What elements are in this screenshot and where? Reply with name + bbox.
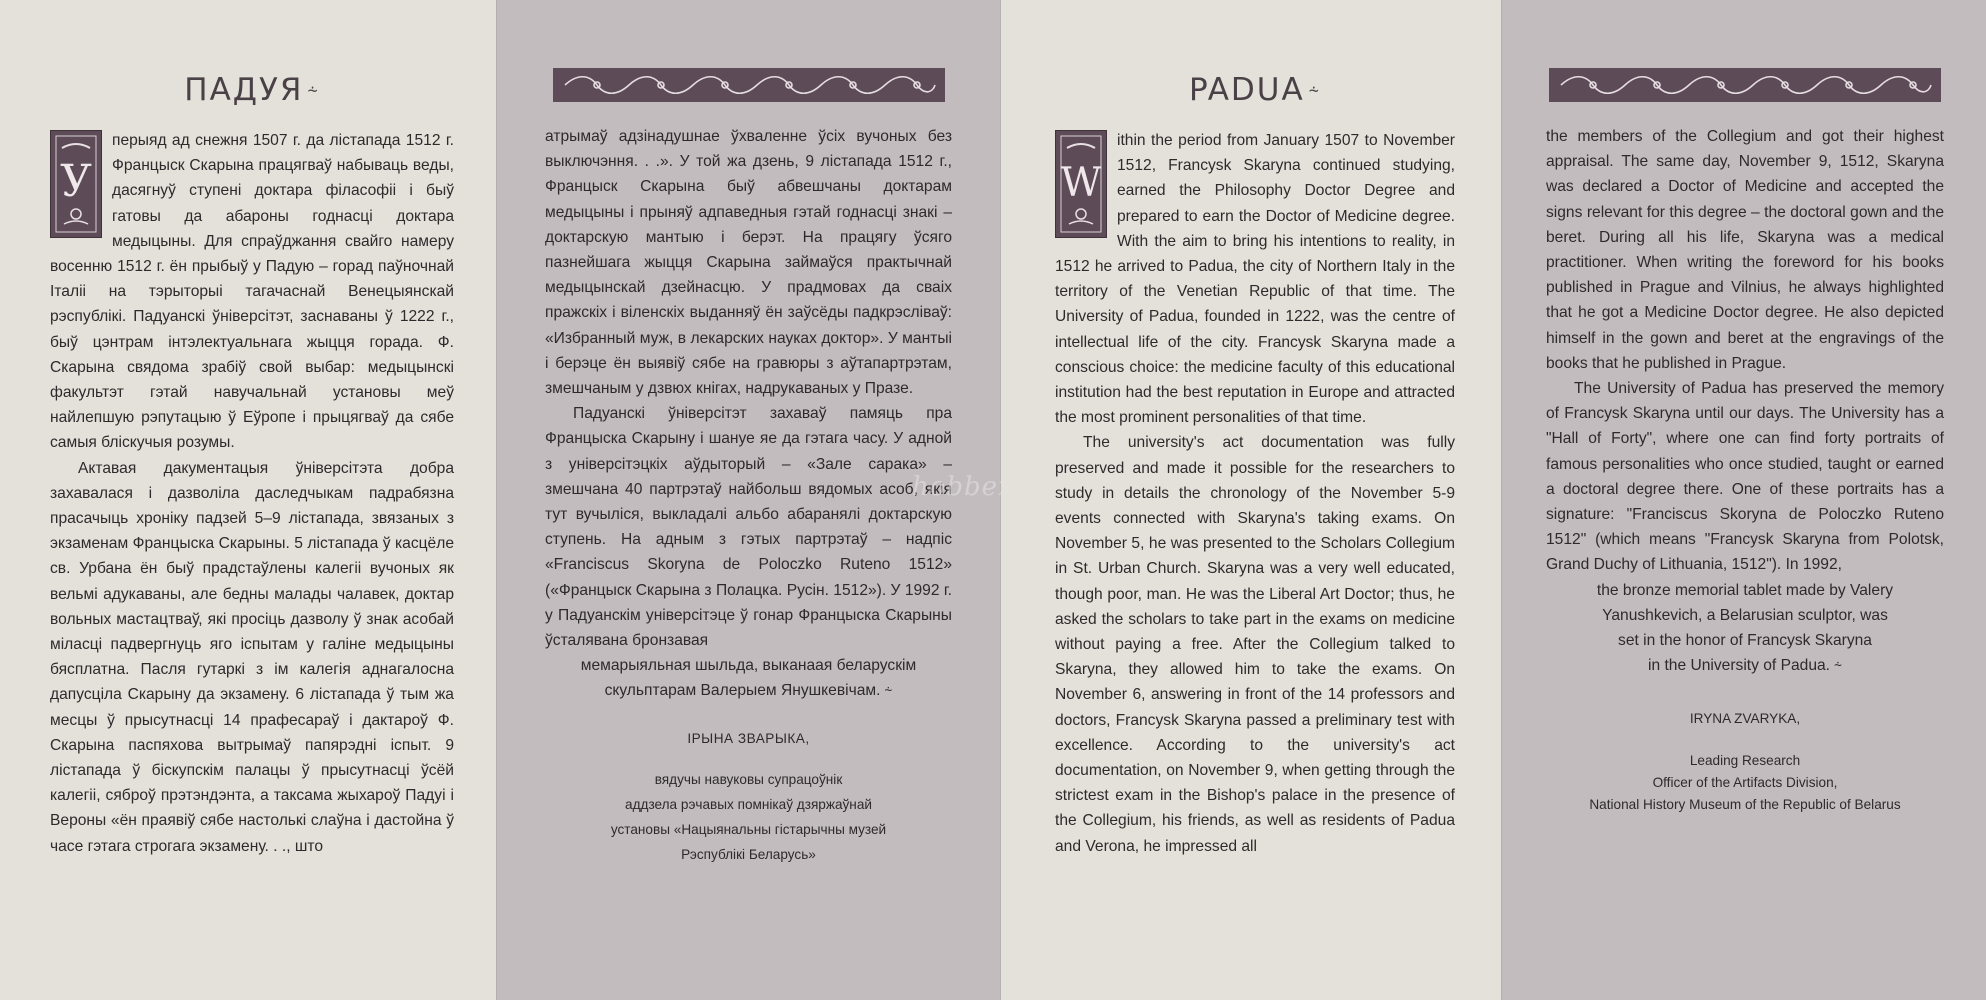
author-signature	[545, 726, 952, 867]
article-body	[545, 124, 952, 704]
paragraph: the members of the Collegium and got their highest appraisal. The same day, November 9, 1512, Skaryna was declared a Doctor of Medicine and accepted the signs relevant for this degree – the doctoral gown and the beret. During all his life, Skaryna was a medical practitioner. When writing the foreword for his books published in Prague and Vilnius, he always highlighted that he got a Medicine Doctor degree. He also depicted himself in the gown and beret at the engravings of the books that he published in Prague.	[1546, 128, 1944, 372]
page-english-2	[1501, 0, 1986, 1000]
dropcap-letter-w-icon	[1055, 130, 1107, 238]
flourish-icon: ⸞	[307, 80, 320, 102]
watermark-text: hobbex	[912, 472, 1014, 502]
author-role: аддзела рэчавых помнікаў дзяржаўнай	[625, 796, 872, 812]
paragraph: перыяд ад снежня 1507 г. да лістапада 1512 г. Францыск Скарына працягваў набываць веды, дасягнуў ступені доктара філасофіі і быў гатовы да абароны годнасці доктара медыцыны. Для спраўджання свайго намеру восенню 1512 г. ён прыбыў у Падую – горад паўночнай Італіі на тэрыторыі тагачаснай Венецыянскай рэспублікі. Падуанскі ўніверсітэт, заснаваны ў 1222 г., быў цэнтрам інтэлектуальнага жыцця горада. Ф. Скарына свядома зрабіў свой выбар: медыцынскі факультэт гэтай навучальнай установы меў найлепшую рэпутацыю ў Еўропе і прыцягваў да сябе самыя бліскучыя розумы.	[50, 132, 454, 452]
author-role: National History Museum of the Republic of Belarus	[1589, 797, 1901, 813]
author-role: Рэспублікі Беларусь»	[681, 846, 816, 862]
paragraph: Падуанскі ўніверсітэт захаваў памяць пра Францыска Скарыну і шануе яе да гэтага часу. У адной з універсітэцкіх аўдыторый – «Зале сарака» – змешчана 40 партрэтаў найбольш вядомых асоб, якія тут вучыліся, выкладалі альбо абаранялі доктарскую ступень. На адным з гэтых партрэтаў – надпіс «Franciscus Skoryna de Poloczko Ruteno 1512» («Францыск Скарына з Полацка. Русін. 1512»). У 1992 г. у Падуанскім універсітэце ў гонар Францыска Скарыны ўсталявана бронзавая	[545, 405, 952, 650]
closing-line: the bronze memorial tablet made by Valery	[1596, 581, 1894, 599]
paragraph: Актавая дакументацыя ўніверсітэта добра захавалася і дазволіла даследчыкам падрабязна прасачыць хроніку падзей 5–9 лістапада, звязаных з экзаменам Францыска Скарыны. 5 лістапада ў касцёле св. Урбана ён быў прадстаўлены калегіі вучоных як вельмі адукаваны, але бедны малады чалавек, доктар вольных мастацтваў, які просіць дазволу ў знак асобай міласці падвергнуць яго іспытам у галіне медыцыны бясплатна. Пасля гутаркі з ім калегія аднагалосна дапусціла Скарыну да экзамену. 6 лістапада ў тым жа месцы ў прысутнасці 14 прафесараў і дактароў Ф. Скарына паспяхова вытрымаў папярэдні іспыт. 9 лістапада ў біскупскім палацы ў прысутнасці ўсёй калегіі, сяброў прэтэндэнта, а таксама жыхароў Падуі і Вероны «ён праявіў сябе настолькі слаўна і дастойна ў часе гэтага строгага экзамену. . ., што	[50, 459, 454, 855]
closing-line: Yanushkevich, a Belarusian sculptor, was	[1602, 606, 1888, 624]
closing-line: in the University of Padua. ⸞	[1647, 657, 1843, 675]
author-role: Officer of the Artifacts Division,	[1652, 775, 1838, 791]
paragraph: The university's act documentation was fully preserved and made it possible for the researchers to study in details the chronology of the November 5-9 events connected with Skaryna's taking exams. On November 5, he was presented to the Scholars Collegium in St. Urban Church. Skaryna was a very well educated, though poor, man. He was the Liberal Art Doctor; thus, he asked the scholars to take part in the exams on medicine without paying a free. After the Collegium talked to Skaryna, they allowed him to take the exams. On November 6, answering in front of the 14 professors and doctors, Francysk Skaryna passed a preliminary test with excellence. According to the university's act documentation, on November 9, when getting through the strictest exam in the Bishop's palace in the presence of the Collegium, his friends, as well as residents of Padua and Verona, he impressed all	[1055, 434, 1455, 855]
flourish-icon: ⸞	[884, 682, 893, 699]
author-name: ІРЫНА ЗВАРЫКА,	[687, 730, 810, 746]
page-title: PADUA ⸞	[1189, 72, 1321, 108]
dropcap-letter-u-icon	[50, 130, 102, 238]
paragraph: атрымаў адзінадушнае ўхваленне ўсіх вучоных без выключэння. . .». У той жа дзень, 9 лістапада 1512 г., Францыск Скарына быў абвешчаны доктарам медыцыны і прыняў адпаведныя гэтай годнасці знакі – доктарскую мантыю і берэт. На працягу ўсяго пазнейшага жыцця Скарына займаўся практычнай медыцынскай дзейнасцю. У прадмовах да сваіх пражскіх і віленскіх выданняў ён заўсёды падкрэсліваў: «Избранный муж, в лекарских науках доктор». У мантыі і берэце ён выявіў сябе на гравюры з аўтапартрэтам, змешчаным у дзвюх кнігах, надрукаваных у Празе.	[545, 128, 952, 398]
flourish-icon: ⸞	[1308, 80, 1321, 102]
closing-line: скульптарам Валерыем Янушкевічам. ⸞	[604, 682, 893, 700]
closing-line: мемарыяльная шыльда, выканаая беларускім	[580, 657, 917, 675]
floral-banner-icon	[553, 68, 945, 102]
article-body	[1055, 128, 1455, 859]
author-role: Leading Research	[1689, 753, 1801, 769]
page-english-1	[1000, 0, 1501, 1000]
article-body	[50, 128, 454, 859]
author-role: установы «Нацыянальны гістарычны музей	[610, 821, 887, 837]
paragraph: The University of Padua has preserved the memory of Francysk Skaryna until our days. The University has a "Hall of Forty", where one can find forty portraits of famous personalities who once studied, taught or earned a doctoral degree there. One of these portraits has a signature: "Franciscus Skoryna de Poloczko Ruteno 1512" (which means "Francysk Skaryna from Polotsk, Grand Duchy of Lithuania, 1512"). In 1992,	[1546, 380, 1944, 574]
floral-banner-icon	[1549, 68, 1941, 102]
article-body	[1546, 124, 1944, 678]
page-title: ПАДУЯ ⸞	[184, 72, 320, 108]
svg-text:У: У	[60, 156, 92, 207]
page-belarusian-1	[0, 0, 496, 1000]
author-signature	[1546, 708, 1944, 816]
author-name: IRYNA ZVARYKA,	[1689, 711, 1801, 727]
svg-text:W: W	[1060, 160, 1102, 206]
flourish-icon: ⸞	[1834, 657, 1843, 674]
paragraph: ithin the period from January 1507 to November 1512, Francysk Skaryna continued studying, earned the Philosophy Doctor Degree and prepared to earn the Doctor of Medicine degree. With the aim to bring his intentions to reality, in 1512 he arrived to Padua, the city of Northern Italy in the territory of the Venetian Republic of that time. The University of Padua, founded in 1222, was the centre of intellectual life of the city. Francysk Skaryna made a conscious choice: the medicine faculty of this educational institution had the best reputation in Europe and attracted the most prominent personalities of that time.	[1055, 132, 1455, 427]
author-role: вядучы навуковы супрацоўнік	[654, 771, 843, 787]
closing-line: set in the honor of Francysk Skaryna	[1618, 632, 1872, 650]
